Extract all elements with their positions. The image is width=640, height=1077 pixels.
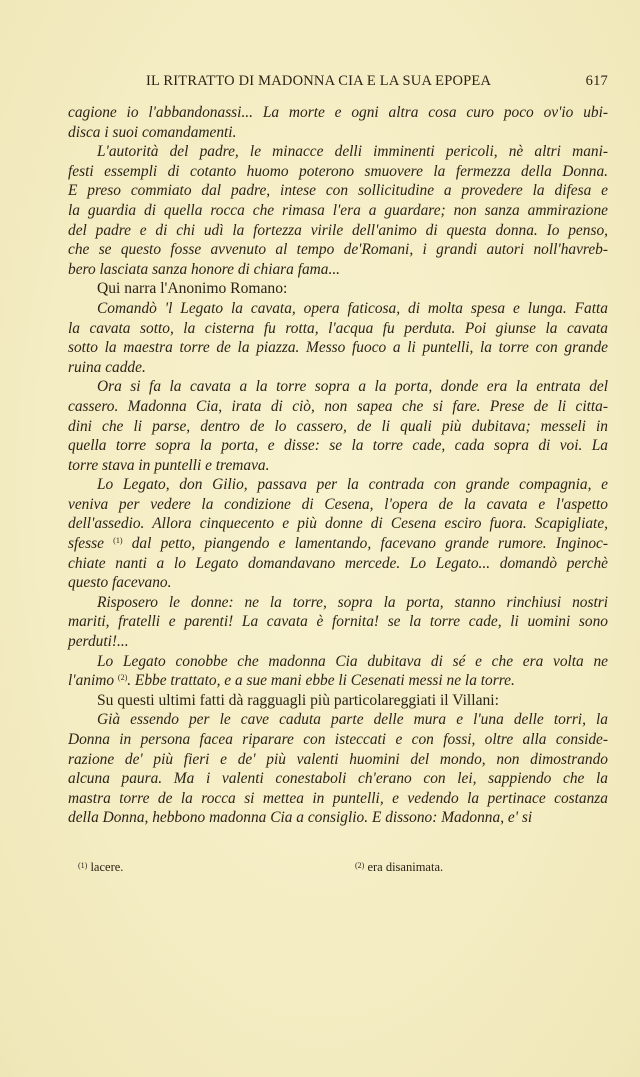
text-line: la guardia di quella rocca che rimasa l'era a guardare; non sanza ammirazione	[68, 201, 608, 219]
footnote-reference: (1)	[113, 536, 123, 546]
paragraph	[68, 279, 608, 299]
footnote-text: lacere.	[87, 860, 124, 874]
footnote-mark: (2)	[355, 861, 365, 870]
text-line: ruina cadde.	[68, 358, 146, 376]
text-line: dini che li parse, dentro de lo cassero, de li quali più dubitava; messeli in	[68, 417, 608, 435]
text-line: disca i suoi comandamenti.	[68, 123, 237, 141]
text-line: Donna in persona facea riparare con isteccati e con fossi, oltre alla conside-	[68, 731, 608, 748]
text-line: quella torre sopra la porta, e disse: se la torre cade, cada sopra di voi. La	[68, 437, 608, 455]
paragraph	[68, 377, 608, 475]
text-line: L'autorità del padre, le minacce delli imminenti pericoli, nè altri mani-	[97, 143, 608, 161]
paragraph	[68, 691, 608, 711]
text-line: del padre e di chi udì la fortezza virile dell'animo di questa donna. Io penso,	[68, 221, 608, 239]
text-line: questo facevano.	[68, 574, 172, 592]
text-line	[68, 534, 608, 554]
footnote-text: era disanimata.	[364, 860, 444, 874]
text-line: dell'assedio. Allora cinquecento e più donne di Cesena esciro fuora. Scapigliate,	[68, 515, 608, 533]
text-line: cagione io l'abbandonassi... La morte e ogni altra cosa curo poco ov'io ubi-	[68, 104, 608, 121]
paragraph	[68, 593, 608, 652]
text-line: bero lasciata sanza honore di chiara fama...	[68, 260, 341, 278]
line-text: l'animo	[68, 672, 115, 690]
text-line: perduti!...	[68, 633, 129, 651]
text-line: Ora si fa la cavata a la torre sopra a la porta, donde era la entrata del	[97, 378, 608, 396]
running-title: IL RITRATTO DI MADONNA CIA E LA SUA EPOPEA	[146, 73, 492, 89]
text-line	[68, 671, 608, 691]
line-text: sfesse	[68, 535, 104, 553]
paragraph	[68, 652, 608, 691]
text-line: torre stava in puntelli e tremava.	[68, 456, 270, 474]
body-text	[68, 103, 608, 828]
text-line: alcuna paura. Ma i valenti conestaboli ch'erano con lei, sappiendo che la	[68, 770, 608, 788]
line-text: dal petto, piangendo e lamentando, facevano grande rumore. Inginoc-	[122, 535, 608, 553]
line-text: . Ebbe trattato, e a sue mani ebbe li Cesenati messi ne la torre.	[127, 672, 515, 690]
text-line: Su questi ultimi fatti dà ragguagli più particolareggiati il Villani:	[97, 691, 499, 709]
text-line: chiate nanti a lo Legato domandavano mercede. Lo Legato... domandò perchè	[68, 554, 608, 572]
text-line: Comandò 'l Legato la cavata, opera faticosa, di molta spesa e lunga. Fatta	[97, 299, 608, 317]
paragraph	[68, 710, 608, 828]
footnote-2	[355, 860, 443, 875]
paragraph	[68, 299, 608, 377]
text-line: Risposero le donne: ne la torre, sopra la porta, stanno rinchiusi nostri	[97, 593, 608, 611]
text-line: veniva per vedere la condizione di Cesena, l'opera de la cavata e l'aspetto	[68, 495, 608, 513]
text-line: cassero. Madonna Cia, irata di ciò, non sapea che si fare. Prese de li citta-	[68, 397, 608, 415]
text-line: razione de' più fieri e de' più valenti huomini del mondo, non dimostrando	[68, 750, 608, 768]
text-line: Lo Legato conobbe che madonna Cia dubitava di sé e che era volta ne	[97, 652, 608, 670]
text-line: sotto la maestra torre de la piazza. Messo fuoco a li puntelli, la torre con grande	[68, 339, 608, 357]
footnote-reference: (2)	[117, 673, 128, 683]
text-line: mastra torre de la rocca si mettea in puntelli, e vedendo la pertinace costanza	[68, 789, 608, 807]
paragraph	[68, 142, 608, 279]
text-line: mariti, fratelli e parenti! La cavata è fornita! se la torre cade, li uomini sono	[68, 613, 608, 631]
page-number: 617	[585, 73, 608, 89]
text-line: che se questo fosse avvenuto al tempo de'Romani, i grandi autori noll'havreb-	[68, 241, 608, 259]
text-line: della Donna, hebbono madonna Cia a consiglio. E dissono: Madonna, e' si	[68, 809, 533, 827]
text-line: E preso commiato dal padre, intese con sollicitudine a provedere la difesa e	[68, 182, 608, 200]
text-line: la cavata sotto, la cisterna fu rotta, l'acqua fu perduta. Poi giunse la cavata	[68, 319, 608, 337]
text-line: Già essendo per le cave caduta parte delle mura e l'una delle torri, la	[97, 711, 608, 729]
paragraph	[68, 475, 608, 593]
text-line: Qui narra l'Anonimo Romano:	[97, 280, 288, 298]
running-header	[68, 73, 608, 93]
text-line: festi essempli di cotanto huomo poterono smuovere la fermezza della Donna.	[68, 162, 608, 180]
footnote-1	[78, 860, 123, 875]
footnote-mark: (1)	[78, 861, 88, 870]
paragraph	[68, 103, 608, 142]
text-line: Lo Legato, don Gilio, passava per la contrada con grande compagnia, e	[97, 476, 608, 494]
